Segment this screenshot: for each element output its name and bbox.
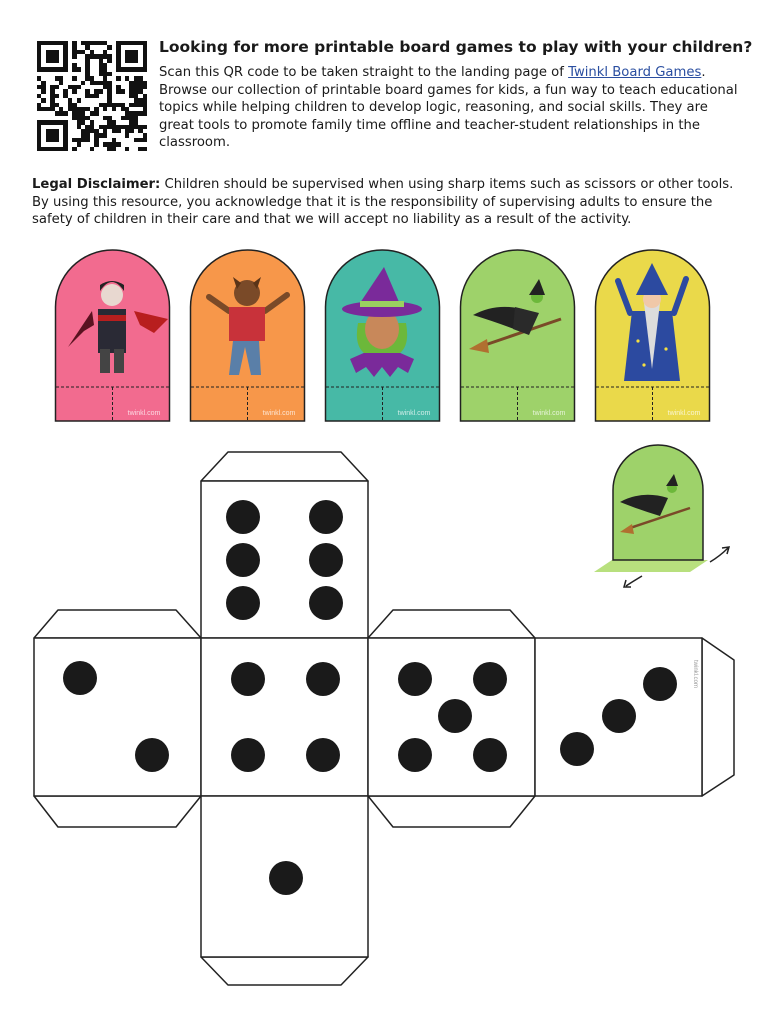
pawn-watermark: twinkl.com — [532, 410, 566, 417]
tab-left-bottom — [34, 796, 201, 827]
die-watermark: twinkl.com — [692, 660, 698, 689]
pawn-watermark: twinkl.com — [667, 410, 701, 417]
tab-center-right-bottom — [368, 796, 535, 827]
pawn-watermark: twinkl.com — [262, 410, 296, 417]
twinkl-board-games-link[interactable]: Twinkl Board Games — [568, 65, 702, 80]
tab-center-right-top — [368, 610, 535, 638]
intro-text-after-link: . Browse our collection of printable board games for kids, a fun way to teach educational topics while helping children to develop logic, reasoning, and social skills. They are great tools to promote family time offline and teacher-student relationships in the classroom. — [159, 65, 738, 150]
tab-right-side — [702, 638, 734, 796]
disclaimer-text: Children should be supervised when using sharp items such as scissors or other tools. By using this resource, you acknowledge that it is the responsibility of supervising adults to ensure the safety of children in their care and that we will accept no liability as a result of the activity. — [32, 177, 734, 227]
pawn-watermark: twinkl.com — [397, 410, 431, 417]
intro-text-before-link: Scan this QR code to be taken straight to the landing page of — [159, 65, 569, 80]
page-heading: Looking for more printable board games to play with your children? — [159, 38, 753, 56]
tab-bottom — [201, 957, 368, 985]
tab-left-top — [34, 610, 201, 638]
pawn-watermark: twinkl.com — [127, 410, 161, 417]
die-face-one — [269, 861, 303, 895]
disclaimer-label: Legal Disclaimer: — [32, 177, 161, 192]
tab-top — [201, 452, 368, 481]
